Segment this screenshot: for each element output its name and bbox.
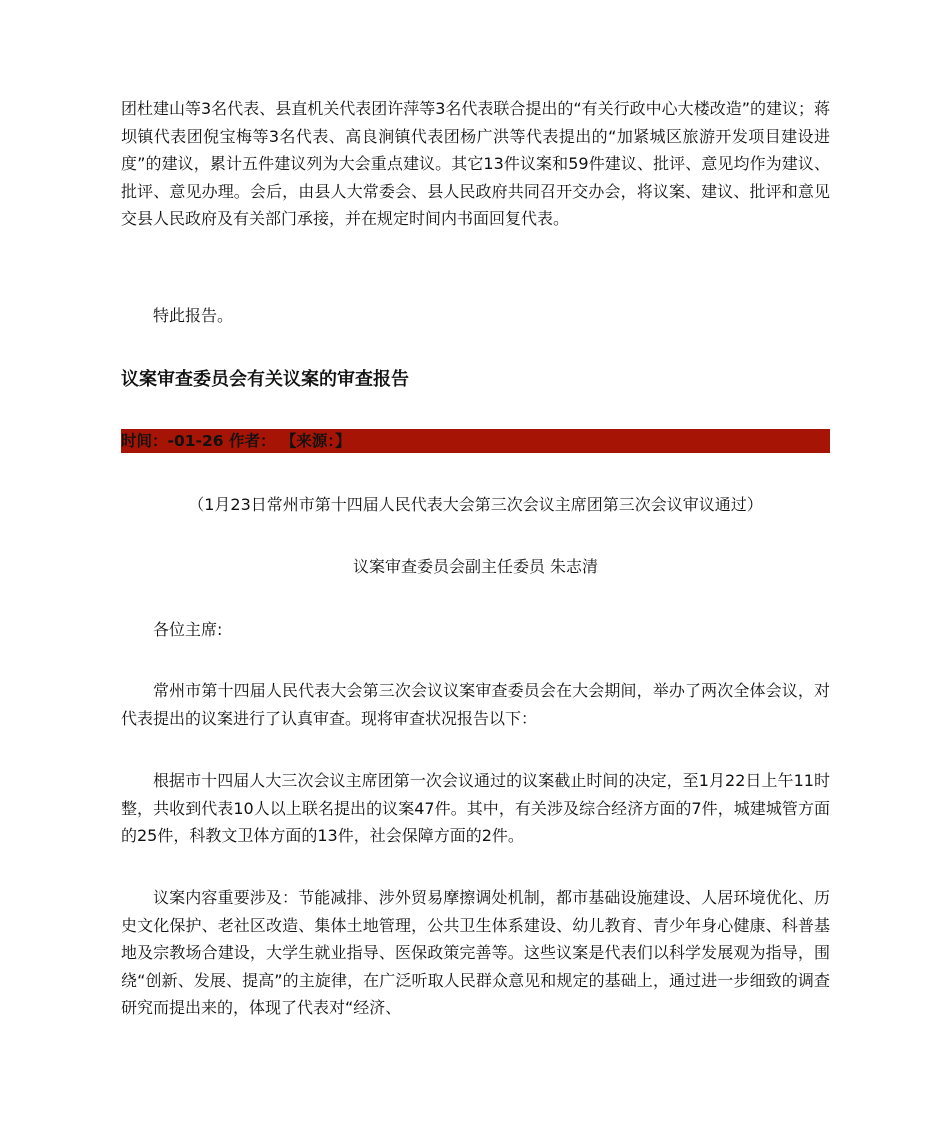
salutation: 各位主席:	[153, 620, 223, 639]
statistics-paragraph: 根据市十四届人大三次会议主席团第一次会议通过的议案截止时间的决定，至1月22日上午11时整，共收到代表10人以上联名提出的议案47件。其中，有关涉及综合经济方面的7件，城建城管方面的25件，科教文卫体方面的13件，社会保障方面的2件。	[121, 771, 830, 845]
continued-paragraph: 团杜建山等3名代表、县直机关代表团许萍等3名代表联合提出的“有关行政中心大楼改造”的建议；蒋坝镇代表团倪宝梅等3名代表、高良涧镇代表团杨广洪等代表提出的“加紧城区旅游开发项目建设进度”的建议，累计五件建议列为大会重点建议。其它13件议案和59件建议、批评、意见均作为建议、批评、意见办理。会后，由县人大常委会、县人民政府共同召开交办会，将议案、建议、批评和意见交县人民政府及有关部门承接，并在规定时间内书面回复代表。	[121, 99, 830, 228]
closing-remark: 特此报告。	[153, 306, 234, 325]
approval-note: （1月23日常州市第十四届人民代表大会第三次会议主席团第三次会议审议通过）	[188, 495, 763, 514]
report-title: 议案审查委员会有关议案的审查报告	[121, 369, 409, 390]
source-label: 【来源：】	[280, 432, 351, 450]
content-paragraph: 议案内容重要涉及：节能减排、涉外贸易摩擦调处机制，都市基础设施建设、人居环境优化、历史文化保护、老社区改造、集体土地管理，公共卫生体系建设、幼儿教育、青少年身心健康、科普基地及宗教场合建设，大学生就业指导、医保政策完善等。这些议案是代表们以科学发展观为指导，围绕“创新、发展、提高”的主旋律，在广泛听取人民群众意见和规定的基础上，通过进一步细致的调查研究而提出来的，体现了代表对“经济、	[121, 888, 830, 1017]
author-line: 议案审查委员会副主任委员 朱志清	[352, 557, 599, 576]
time-label: 时间：	[121, 432, 168, 450]
intro-paragraph: 常州市第十四届人民代表大会第三次会议议案审查委员会在大会期间，举办了两次全体会议，对代表提出的议案进行了认真审查。现将审查状况报告以下：	[121, 681, 830, 728]
author-label: 作者：	[228, 432, 276, 450]
article-meta-bar	[121, 429, 830, 453]
time-value: -01-26	[167, 432, 224, 450]
